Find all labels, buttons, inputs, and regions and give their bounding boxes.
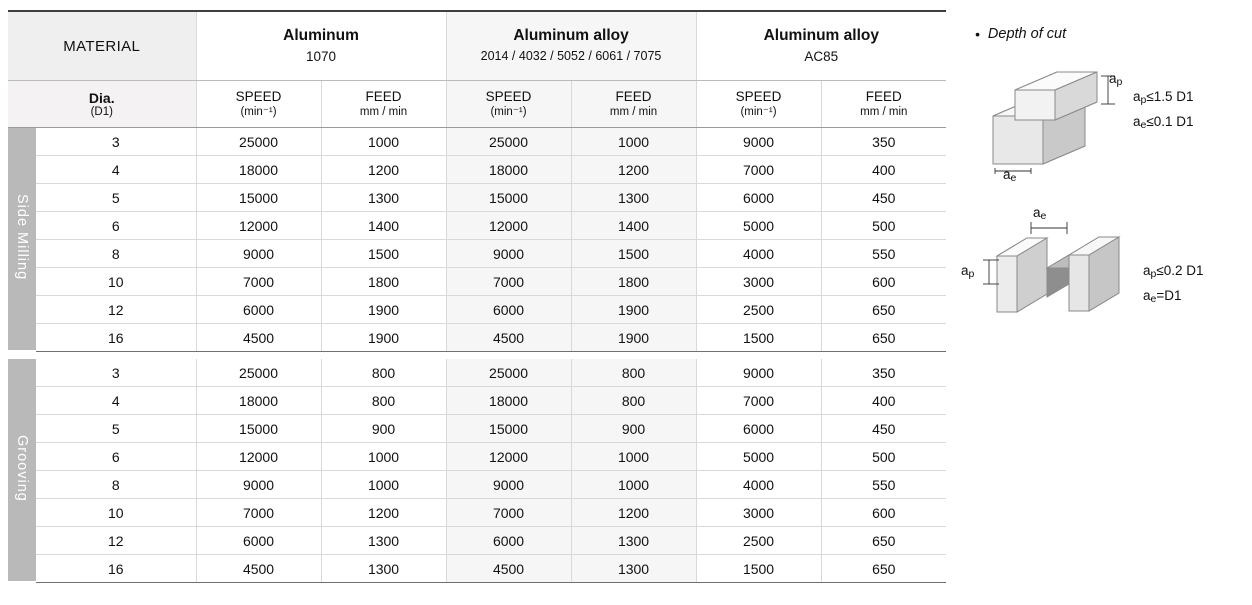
value-cell: 650 xyxy=(821,296,946,324)
material-group-1 xyxy=(196,11,446,81)
value-cell: 450 xyxy=(821,415,946,443)
value-cell: 550 xyxy=(821,240,946,268)
value-cell: 15000 xyxy=(196,184,321,212)
value-cell: 9000 xyxy=(696,128,821,156)
material-1-name: Aluminum xyxy=(283,27,359,44)
value-cell: 1000 xyxy=(571,128,696,156)
col-header-feed-3 xyxy=(821,81,946,128)
value-cell: 7000 xyxy=(196,499,321,527)
dia-cell: 5 xyxy=(36,415,196,443)
value-cell: 6000 xyxy=(446,296,571,324)
dia-cell: 16 xyxy=(36,324,196,352)
value-cell: 15000 xyxy=(446,415,571,443)
table-row xyxy=(8,555,946,583)
table-row xyxy=(8,184,946,212)
table-row xyxy=(8,499,946,527)
value-cell: 6000 xyxy=(196,527,321,555)
table-row xyxy=(8,296,946,324)
value-cell: 9000 xyxy=(446,240,571,268)
value-cell: 15000 xyxy=(446,184,571,212)
value-cell: 900 xyxy=(321,415,446,443)
value-cell: 4500 xyxy=(196,324,321,352)
depth-of-cut-panel xyxy=(961,26,1245,338)
table-header-columns-row xyxy=(8,81,946,128)
table-row xyxy=(8,156,946,184)
value-cell: 1900 xyxy=(321,296,446,324)
table-row xyxy=(8,359,946,387)
dia-cell: 10 xyxy=(36,268,196,296)
value-cell: 1900 xyxy=(571,324,696,352)
cutting-conditions-table xyxy=(8,10,946,584)
value-cell: 1500 xyxy=(696,324,821,352)
value-cell: 9000 xyxy=(446,471,571,499)
dia-cell: 4 xyxy=(36,387,196,415)
table-row xyxy=(8,415,946,443)
value-cell: 1300 xyxy=(321,184,446,212)
value-cell: 7000 xyxy=(196,268,321,296)
value-cell: 3000 xyxy=(696,268,821,296)
value-cell: 7000 xyxy=(446,268,571,296)
material-3-sub: AC85 xyxy=(804,49,839,64)
material-2-sub: 2014 / 4032 / 5052 / 6061 / 7075 xyxy=(480,49,662,63)
dia-cell: 8 xyxy=(36,240,196,268)
value-cell: 25000 xyxy=(196,359,321,387)
value-cell: 7000 xyxy=(696,156,821,184)
dia-cell: 5 xyxy=(36,184,196,212)
dia-cell: 8 xyxy=(36,471,196,499)
value-cell: 450 xyxy=(821,184,946,212)
col-header-speed-2 xyxy=(446,81,571,128)
value-cell: 2500 xyxy=(696,527,821,555)
value-cell: 1000 xyxy=(571,471,696,499)
value-cell: 25000 xyxy=(446,128,571,156)
value-cell: 1200 xyxy=(321,156,446,184)
group-label-grooving-text: Grooving xyxy=(14,434,30,502)
col-header-speed-1-title: SPEED xyxy=(235,89,282,104)
dia-label: Dia. xyxy=(88,90,115,106)
dia-cell: 3 xyxy=(36,128,196,156)
cutting-conditions-table-container xyxy=(8,10,946,584)
grooving-diagram-icon xyxy=(975,208,1135,328)
fig2-conditions xyxy=(1143,260,1204,310)
col-header-speed-3 xyxy=(696,81,821,128)
table-row xyxy=(8,387,946,415)
value-cell: 18000 xyxy=(196,387,321,415)
value-cell: 9000 xyxy=(696,359,821,387)
material-header-cell: MATERIAL xyxy=(8,11,196,81)
value-cell: 1400 xyxy=(321,212,446,240)
col-header-speed-3-title: SPEED xyxy=(735,89,782,104)
fig2-cond-ap-rest: ≤0.2 D1 xyxy=(1156,263,1204,278)
value-cell: 1300 xyxy=(321,527,446,555)
value-cell: 1200 xyxy=(571,499,696,527)
table-row xyxy=(8,471,946,499)
value-cell: 7000 xyxy=(446,499,571,527)
dia-cell: 10 xyxy=(36,499,196,527)
value-cell: 1000 xyxy=(321,128,446,156)
value-cell: 800 xyxy=(571,359,696,387)
dia-header-cell xyxy=(8,81,196,128)
col-header-speed-1 xyxy=(196,81,321,128)
value-cell: 1000 xyxy=(321,443,446,471)
table-row xyxy=(8,240,946,268)
value-cell: 1900 xyxy=(571,296,696,324)
value-cell: 9000 xyxy=(196,240,321,268)
fig1-conditions xyxy=(1133,86,1194,136)
table-row xyxy=(8,212,946,240)
value-cell: 650 xyxy=(821,555,946,583)
fig2-cond-ae-rest: =D1 xyxy=(1156,288,1182,303)
value-cell: 1000 xyxy=(571,443,696,471)
material-1-sub: 1070 xyxy=(305,49,337,64)
bullet-icon: • xyxy=(975,26,980,42)
depth-of-cut-note xyxy=(975,26,1245,42)
value-cell: 1900 xyxy=(321,324,446,352)
col-header-feed-2 xyxy=(571,81,696,128)
table-row xyxy=(8,128,946,156)
value-cell: 12000 xyxy=(446,443,571,471)
value-cell: 500 xyxy=(821,443,946,471)
fig2-ae-label: ae xyxy=(1033,205,1047,222)
table-row xyxy=(8,324,946,352)
fig1-cond-ae-sub: e xyxy=(1140,119,1147,131)
depth-of-cut-label: Depth of cut xyxy=(987,26,1067,42)
value-cell: 4500 xyxy=(446,555,571,583)
dia-cell: 6 xyxy=(36,443,196,471)
dia-cell: 4 xyxy=(36,156,196,184)
value-cell: 1000 xyxy=(321,471,446,499)
value-cell: 650 xyxy=(821,527,946,555)
value-cell: 4000 xyxy=(696,471,821,499)
value-cell: 12000 xyxy=(446,212,571,240)
value-cell: 800 xyxy=(571,387,696,415)
value-cell: 3000 xyxy=(696,499,821,527)
dia-cell: 12 xyxy=(36,527,196,555)
value-cell: 1200 xyxy=(321,499,446,527)
dia-cell: 3 xyxy=(36,359,196,387)
fig2-ap-label: ap xyxy=(961,263,975,280)
value-cell: 4500 xyxy=(446,324,571,352)
value-cell: 7000 xyxy=(696,387,821,415)
value-cell: 5000 xyxy=(696,443,821,471)
value-cell: 25000 xyxy=(446,359,571,387)
value-cell: 800 xyxy=(321,387,446,415)
material-3-name: Aluminum alloy xyxy=(763,27,879,44)
fig1-cond-ae-rest: ≤0.1 D1 xyxy=(1146,114,1194,129)
value-cell: 9000 xyxy=(196,471,321,499)
group-label-grooving xyxy=(8,359,36,583)
value-cell: 550 xyxy=(821,471,946,499)
side-milling-diagram-icon xyxy=(975,68,1125,178)
value-cell: 2500 xyxy=(696,296,821,324)
side-milling-figure xyxy=(975,68,1245,188)
col-header-speed-2-unit: (min⁻¹) xyxy=(490,106,527,118)
col-header-speed-3-unit: (min⁻¹) xyxy=(740,106,777,118)
table-header-materials-row xyxy=(8,11,946,81)
col-header-feed-1-unit: mm / min xyxy=(359,106,408,118)
value-cell: 1200 xyxy=(571,156,696,184)
fig1-cond-ap-sub: p xyxy=(1140,94,1147,106)
dia-cell: 12 xyxy=(36,296,196,324)
fig1-condition-ae: ae≤0.1 D1 xyxy=(1133,114,1194,131)
value-cell: 1300 xyxy=(321,555,446,583)
value-cell: 400 xyxy=(821,156,946,184)
value-cell: 6000 xyxy=(196,296,321,324)
value-cell: 800 xyxy=(321,359,446,387)
fig2-condition-ae: ae=D1 xyxy=(1143,288,1182,305)
value-cell: 1500 xyxy=(321,240,446,268)
value-cell: 600 xyxy=(821,499,946,527)
fig1-ap-label: ap xyxy=(1109,71,1123,88)
value-cell: 18000 xyxy=(446,156,571,184)
col-header-feed-3-title: FEED xyxy=(865,89,902,104)
value-cell: 1300 xyxy=(571,555,696,583)
material-group-2 xyxy=(446,11,696,81)
dia-cell: 6 xyxy=(36,212,196,240)
value-cell: 1800 xyxy=(321,268,446,296)
value-cell: 500 xyxy=(821,212,946,240)
fig1-condition-ap: ap≤1.5 D1 xyxy=(1133,89,1194,106)
col-header-speed-2-title: SPEED xyxy=(485,89,532,104)
value-cell: 18000 xyxy=(196,156,321,184)
col-header-feed-1 xyxy=(321,81,446,128)
value-cell: 18000 xyxy=(446,387,571,415)
table-row xyxy=(8,268,946,296)
group-label-side-milling-text: Side Milling xyxy=(14,193,30,281)
value-cell: 6000 xyxy=(696,184,821,212)
value-cell: 1400 xyxy=(571,212,696,240)
value-cell: 1300 xyxy=(571,184,696,212)
value-cell: 400 xyxy=(821,387,946,415)
fig1-ae-label: ae xyxy=(1003,167,1017,184)
value-cell: 6000 xyxy=(446,527,571,555)
dia-cell: 16 xyxy=(36,555,196,583)
material-2-name: Aluminum alloy xyxy=(513,27,629,44)
fig2-condition-ap: ap≤0.2 D1 xyxy=(1143,263,1204,280)
value-cell: 15000 xyxy=(196,415,321,443)
fig2-cond-ae-sub: e xyxy=(1150,293,1157,305)
col-header-feed-1-title: FEED xyxy=(365,89,402,104)
group-spacer xyxy=(8,352,946,360)
fig2-cond-ap-sub: p xyxy=(1150,268,1157,280)
value-cell: 1500 xyxy=(696,555,821,583)
dia-sub-label: (D1) xyxy=(90,106,113,118)
col-header-speed-1-unit: (min⁻¹) xyxy=(240,106,277,118)
value-cell: 25000 xyxy=(196,128,321,156)
value-cell: 5000 xyxy=(696,212,821,240)
value-cell: 650 xyxy=(821,324,946,352)
value-cell: 4500 xyxy=(196,555,321,583)
value-cell: 4000 xyxy=(696,240,821,268)
grooving-figure xyxy=(961,205,1245,338)
value-cell: 1500 xyxy=(571,240,696,268)
value-cell: 12000 xyxy=(196,212,321,240)
group-label-side-milling xyxy=(8,128,36,352)
table-row xyxy=(8,527,946,555)
col-header-feed-2-title: FEED xyxy=(615,89,652,104)
value-cell: 6000 xyxy=(696,415,821,443)
col-header-feed-3-unit: mm / min xyxy=(860,106,908,118)
value-cell: 350 xyxy=(821,128,946,156)
value-cell: 600 xyxy=(821,268,946,296)
material-group-3 xyxy=(696,11,946,81)
value-cell: 350 xyxy=(821,359,946,387)
col-header-feed-2-unit: mm / min xyxy=(609,106,658,118)
value-cell: 1800 xyxy=(571,268,696,296)
value-cell: 900 xyxy=(571,415,696,443)
fig1-cond-ap-rest: ≤1.5 D1 xyxy=(1146,89,1194,104)
value-cell: 12000 xyxy=(196,443,321,471)
table-row xyxy=(8,443,946,471)
value-cell: 1300 xyxy=(571,527,696,555)
